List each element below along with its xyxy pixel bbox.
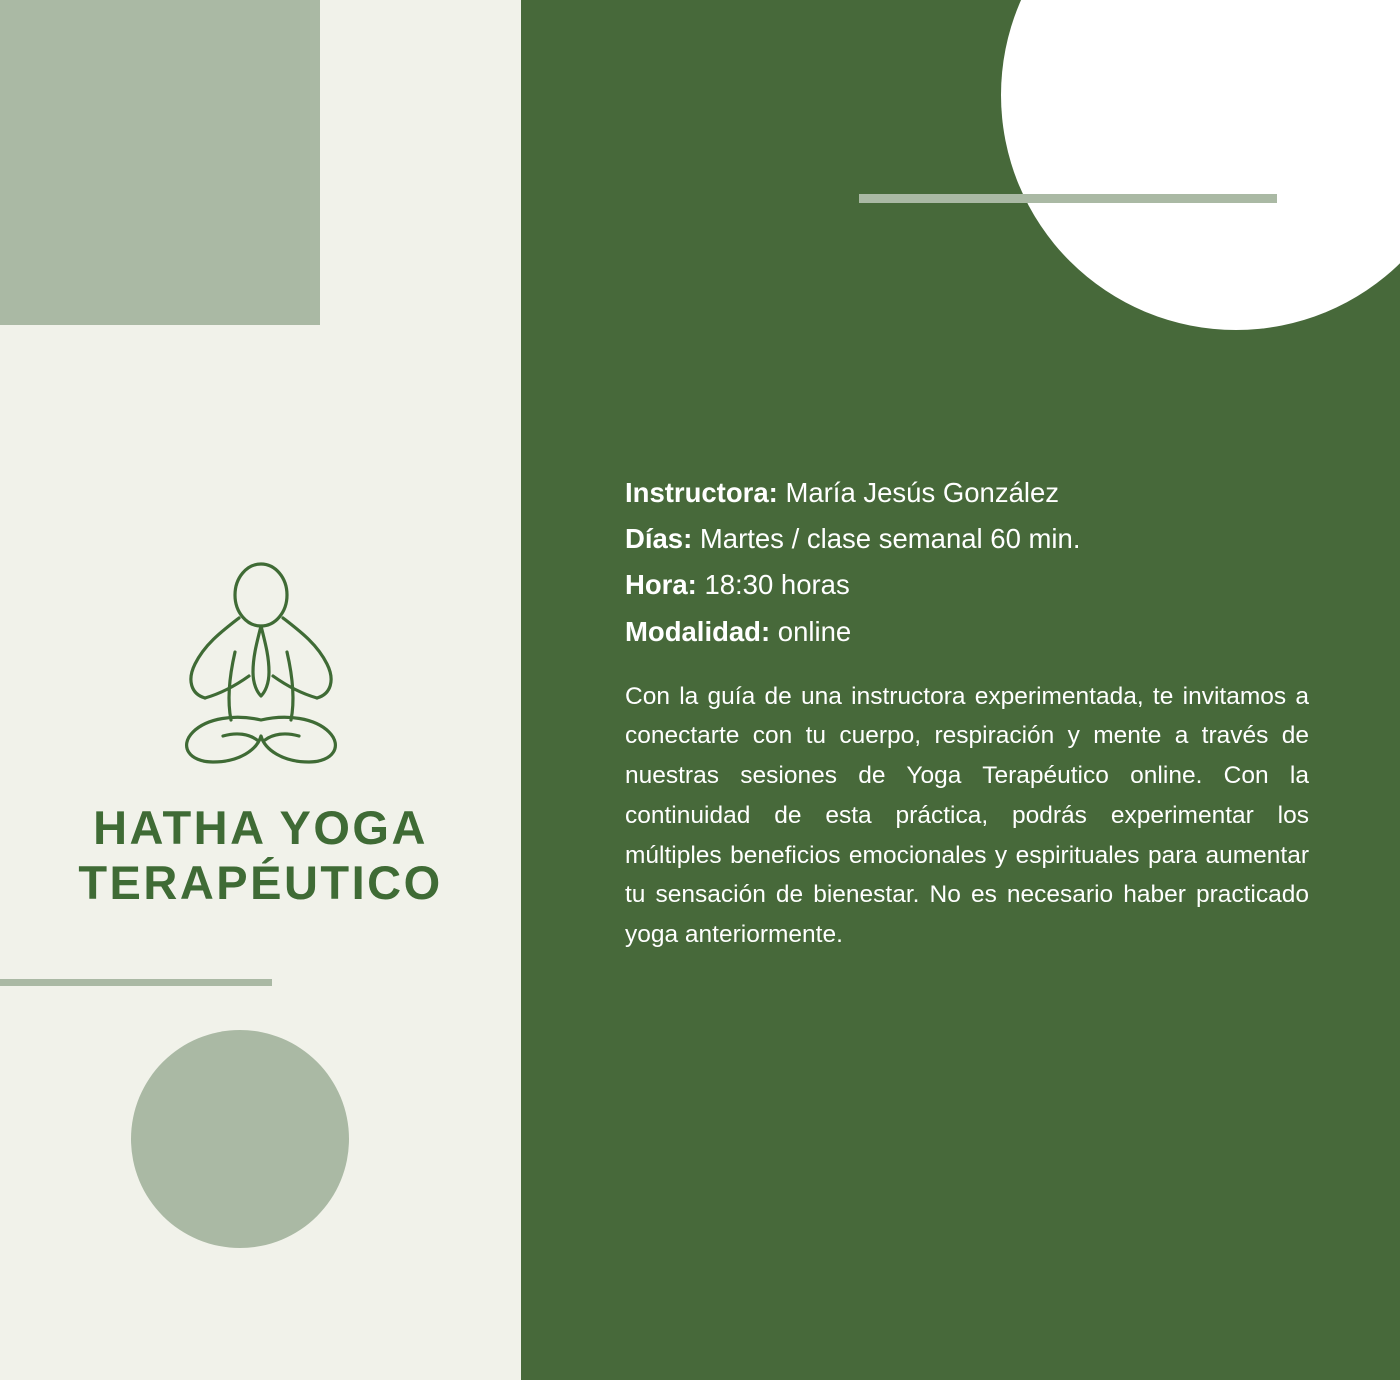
decorative-square	[0, 0, 320, 325]
right-panel	[521, 0, 1400, 1380]
description-paragraph: Con la guía de una instructora experimentada, te invitamos a conectarte con tu cuerpo, respiración y mente a través de nuestras sesiones de Yoga Terapéutico online. Con la continuidad de esta práctica, podrás experimentar los múltiples beneficios emocionales y espirituales para aumentar tu sensación de bienestar. No es necesario haber practicado yoga anteriormente.	[625, 682, 1309, 948]
detail-label: Hora:	[625, 569, 697, 601]
title-line-2: TERAPÉUTICO	[78, 856, 443, 910]
detail-value: Martes / clase semanal 60 min.	[699, 523, 1081, 555]
detail-value: online	[777, 615, 852, 647]
detail-value: María Jesús González	[785, 477, 1060, 508]
left-panel	[0, 0, 521, 1380]
decorative-white-circle	[1001, 0, 1400, 330]
detail-row-dias	[625, 516, 1309, 562]
detail-row-hora	[625, 562, 1309, 608]
content-block	[625, 470, 1309, 955]
page-title	[0, 800, 521, 911]
decorative-circle	[131, 1030, 349, 1248]
logo-wrap	[0, 560, 521, 780]
detail-label: Días:	[625, 523, 693, 555]
detail-value: 18:30 horas	[704, 569, 850, 601]
detail-row-modalidad	[625, 609, 1309, 655]
detail-row-instructora	[625, 470, 1309, 516]
detail-label: Modalidad:	[625, 615, 771, 647]
detail-label: Instructora:	[625, 477, 778, 508]
top-divider-rule	[859, 194, 1277, 203]
meditating-person-icon	[161, 560, 361, 780]
divider-rule	[0, 979, 272, 986]
class-details	[625, 470, 1309, 655]
title-line-1: HATHA YOGA	[93, 801, 428, 854]
